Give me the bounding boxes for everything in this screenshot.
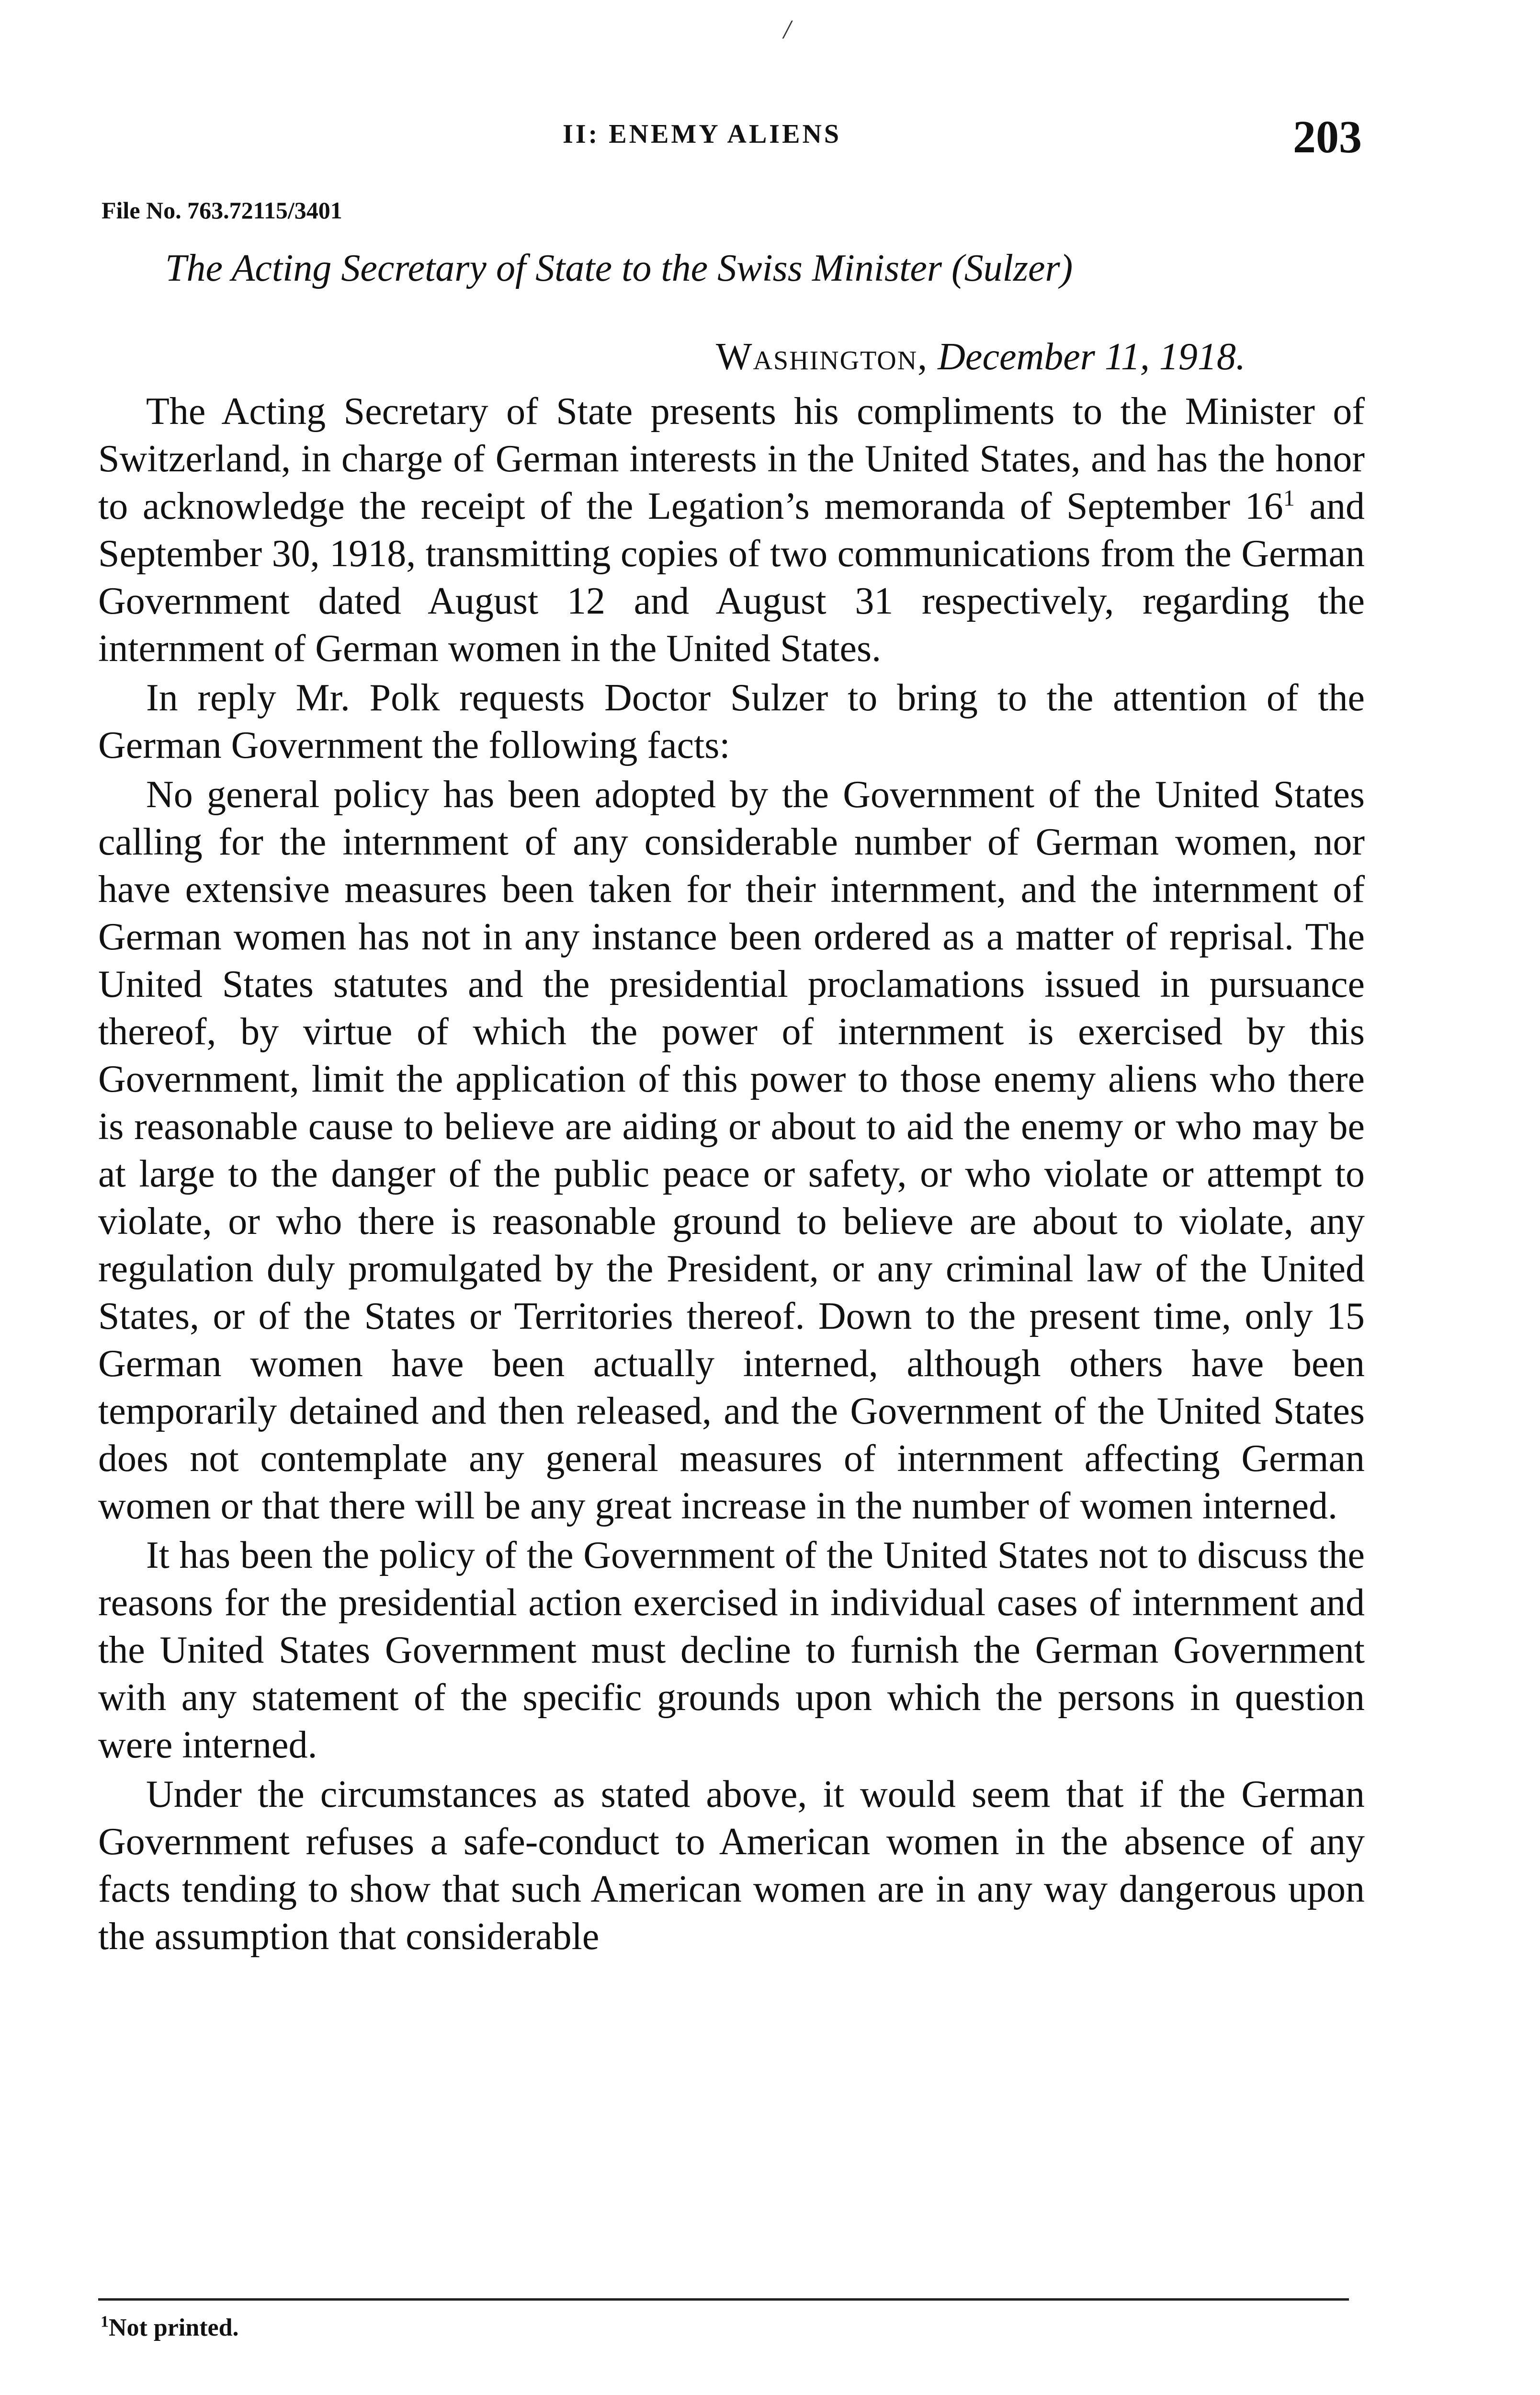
footnote-marker: 1: [101, 2313, 109, 2331]
stray-pencil-mark: /: [783, 15, 791, 45]
footnote: [101, 2314, 239, 2342]
paragraph-4: It has been the policy of the Government of the United States not to discuss the reasons for the presidential action exercised in individual cases of internment and the United States Government must decline to furnish the German Government with any statement of the specific grounds upon which the persons in question were interned.: [98, 1534, 1365, 1766]
footnote-reference: 1: [1283, 485, 1295, 511]
document-title: The Acting Secretary of State to the Swiss Minister (Sulzer): [165, 247, 1073, 289]
letter-body: [98, 388, 1365, 1962]
dateline: [716, 335, 1246, 379]
dateline-date: December 11, 1918.: [938, 336, 1246, 378]
paragraph-1-text-a: The Acting Secretary of State presents his compliments to the Minister of Switzerland, in charge of German interests in the United States, and has the honor to acknowledge the receipt of the Legation’s memoranda of September 16: [98, 390, 1365, 527]
paragraph-1-text-b: and September 30, 1918, transmitting copies of two communications from the German Government dated August 12 and August 31 respectively, regarding the internment of German women in the United States.: [98, 485, 1365, 670]
footnote-text: Not printed.: [109, 2314, 239, 2341]
footnote-rule: [98, 2298, 1349, 2301]
page-number: 203: [1293, 111, 1362, 162]
paragraph-1: [98, 388, 1365, 673]
running-head: II: ENEMY ALIENS: [563, 119, 842, 149]
file-number: File No. 763.72115/3401: [102, 197, 342, 224]
dateline-place: Washington,: [716, 336, 929, 378]
paragraph-5: Under the circumstances as stated above, it would seem that if the German Government refuses a safe-conduct to American women in the absence of any facts tending to show that such American women are in any way dangerous upon the assumption that considerable: [98, 1773, 1365, 1958]
paragraph-2: In reply Mr. Polk requests Doctor Sulzer to bring to the attention of the German Government the following facts:: [98, 677, 1365, 766]
paragraph-3: No general policy has been adopted by the Government of the United States calling for the internment of any considerable number of German women, nor have extensive measures been taken for their internment, and the internment of German women has not in any instance been ordered as a matter of reprisal. The United States statutes and the presidential proclamations issued in pursuance thereof, by virtue of which the power of internment is exercised by this Government, limit the application of this power to those enemy aliens who there is reasonable cause to believe are aiding or about to aid the enemy or who may be at large to the danger of the public peace or safety, or who violate or attempt to violate, or who there is reasonable ground to believe are about to violate, any regulation duly promulgated by the President, or any criminal law of the United States, or of the States or Territories thereof. Down to the present time, only 15 German women have been actually interned, although others have been temporarily detained and then released, and the Government of the United States does not contemplate any general measures of internment affecting German women or that there will be any great increase in the number of women interned.: [98, 774, 1365, 1527]
